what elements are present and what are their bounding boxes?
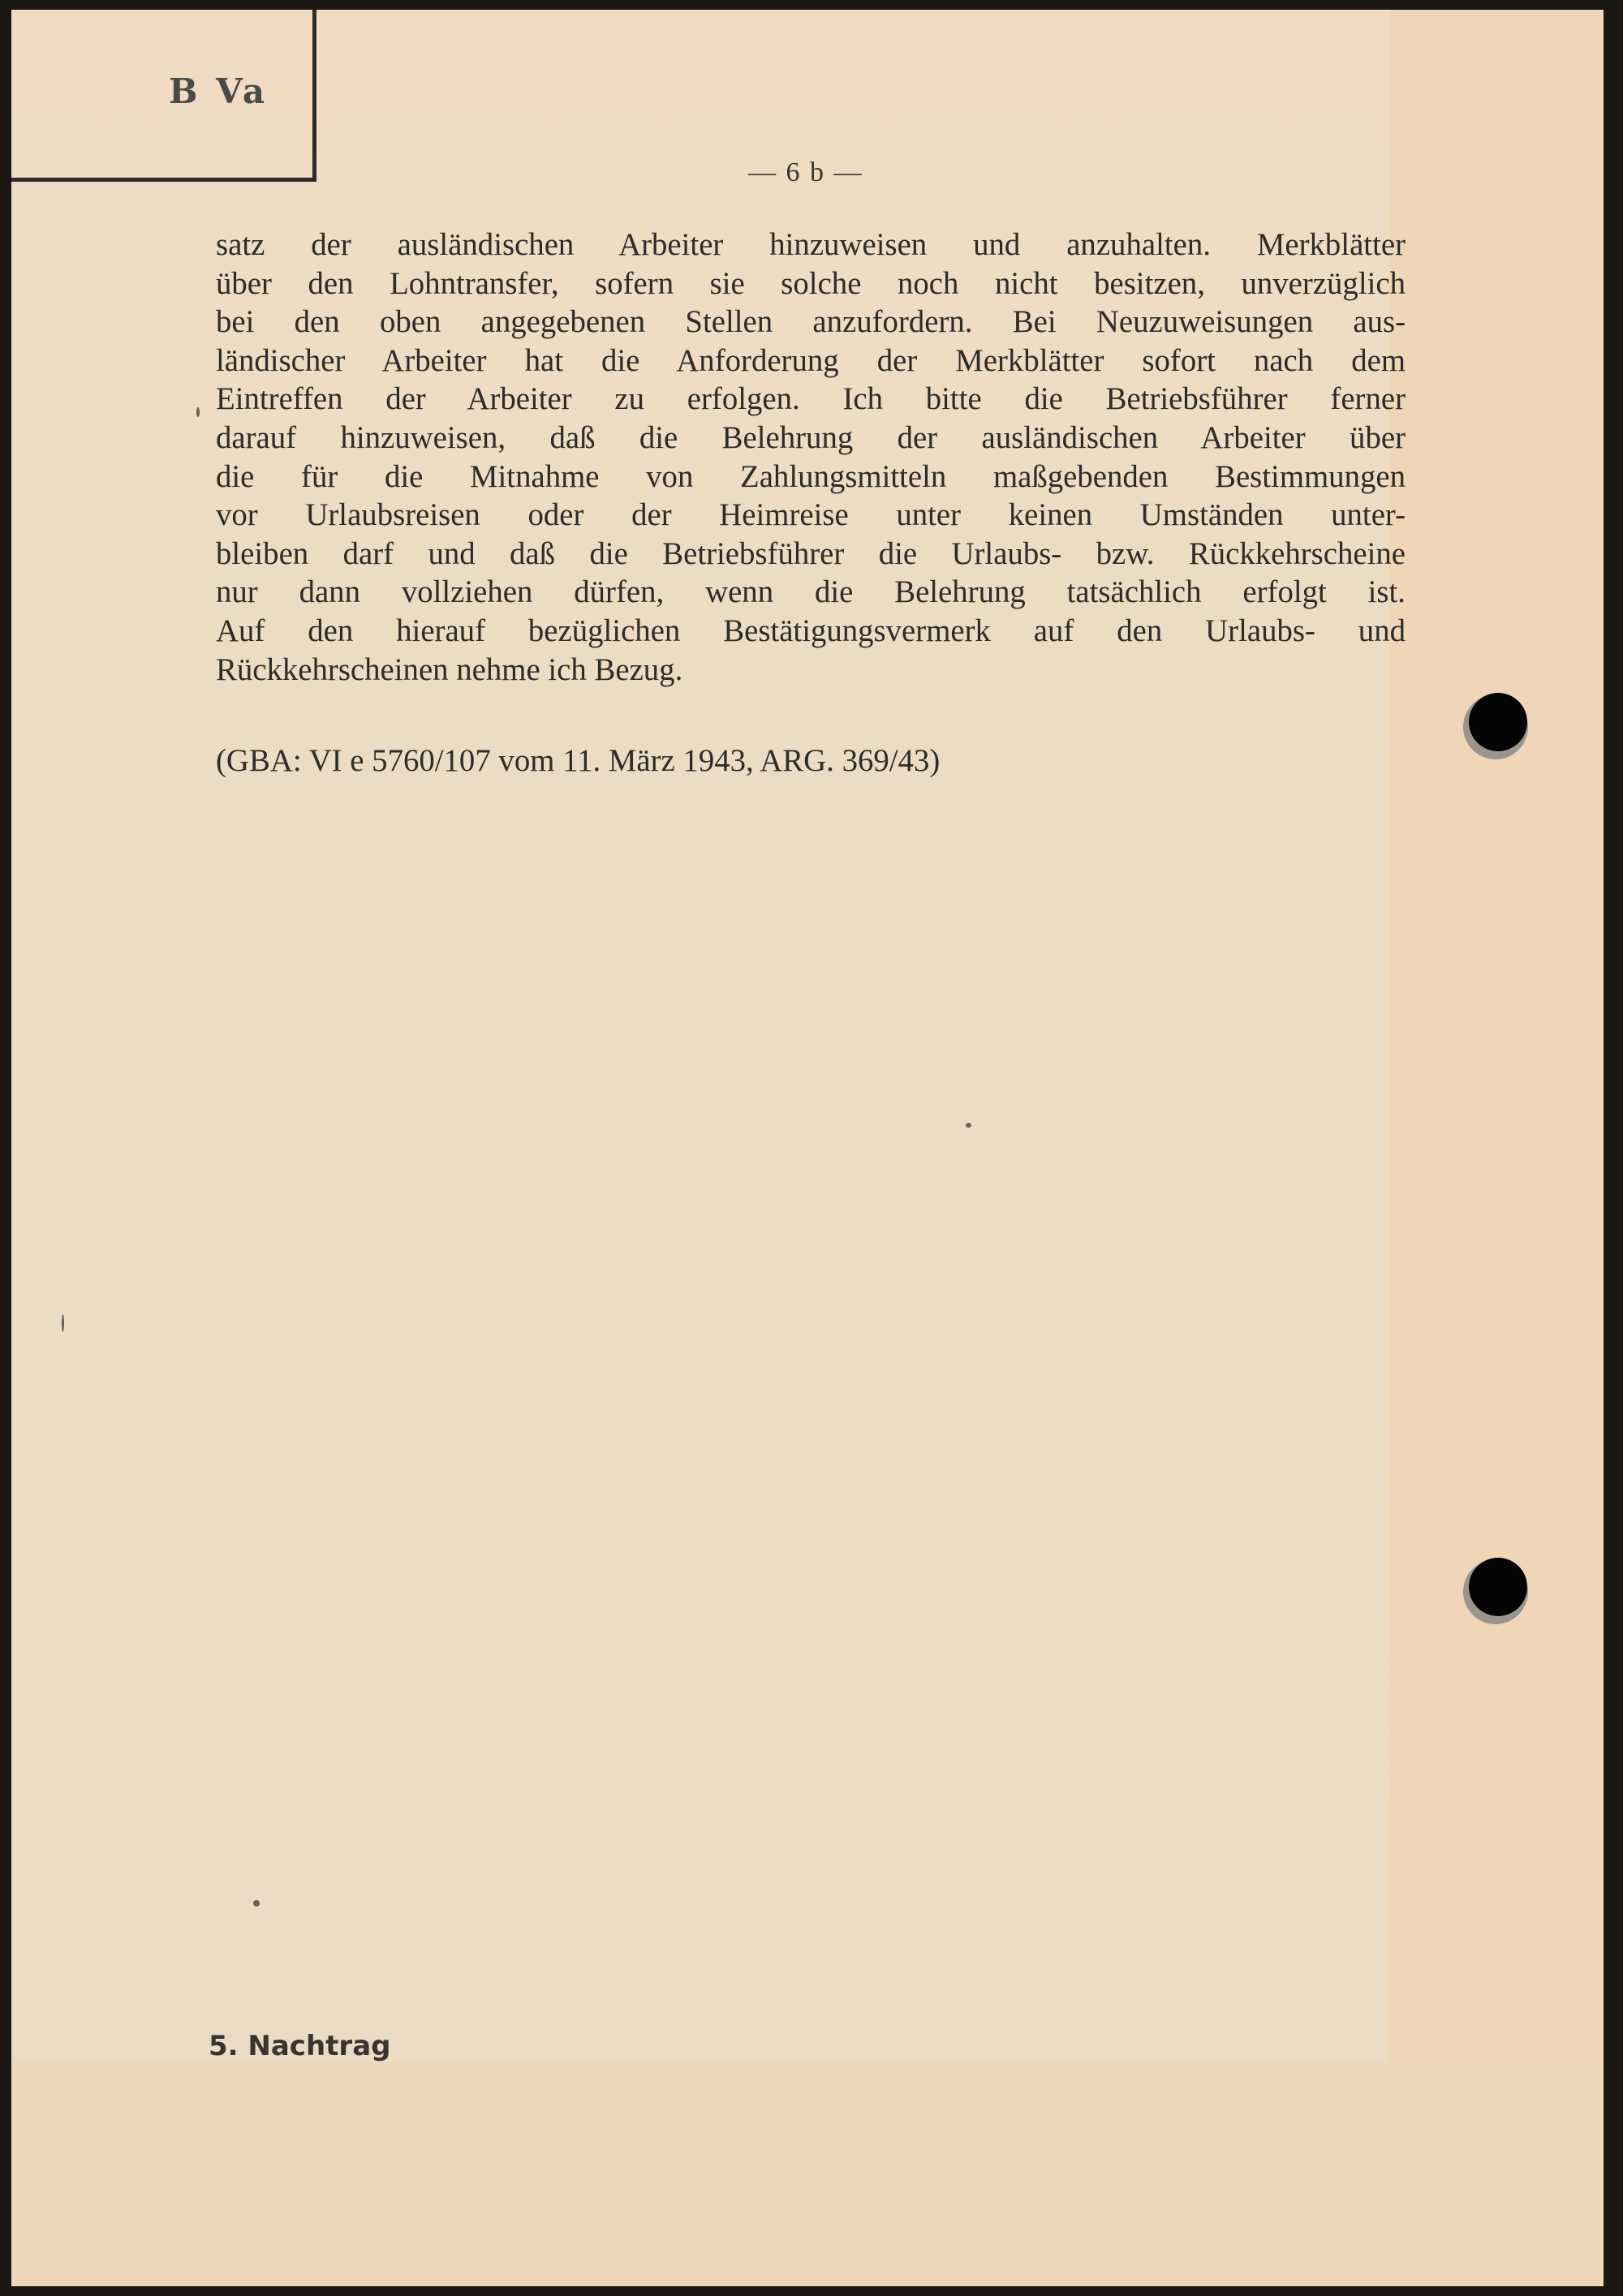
body-line-last: Rückkehrscheinen nehme ich Bezug. bbox=[216, 651, 683, 687]
body-line: ländischer Arbeiter hat die Anforderung der Merkblätter sofort nach dem bbox=[216, 342, 1406, 378]
paper-speck bbox=[196, 407, 200, 417]
punch-hole bbox=[1469, 1558, 1527, 1616]
body-line: satz der ausländischen Arbeiter hinzuweisen und anzuhalten. Merkblätter bbox=[216, 227, 1406, 262]
body-line: bei den oben angegebenen Stellen anzufordern. Bei Neuzuweisungen aus- bbox=[216, 304, 1406, 340]
body-line: Eintreffen der Arbeiter zu erfolgen. Ich bitte die Betriebsführer ferner bbox=[216, 381, 1406, 417]
page-number: — 6 b — bbox=[748, 157, 863, 187]
paper-edge-strip bbox=[1389, 10, 1604, 2286]
section-stamp-label: B Va bbox=[169, 71, 269, 111]
body-line: darauf hinzuweisen, daß die Belehrung der ausländischen Arbeiter über bbox=[216, 419, 1406, 455]
paper-speck bbox=[253, 1900, 260, 1907]
paper-speck bbox=[62, 1314, 64, 1332]
body-line: vor Urlaubsreisen oder der Heimreise unter keinen Umständen unter- bbox=[216, 497, 1406, 533]
body-line: über den Lohntransfer, sofern sie solche noch nicht besitzen, unverzüglich bbox=[216, 265, 1406, 301]
body-line: die für die Mitnahme von Zahlungsmitteln maßgebenden Bestimmungen bbox=[216, 458, 1406, 494]
paper-bottom-strip bbox=[11, 2062, 1604, 2286]
supplement-label: 5. Nachtrag bbox=[209, 2030, 391, 2062]
body-line: nur dann vollziehen dürfen, wenn die Belehrung tatsächlich erfolgt ist. bbox=[216, 574, 1406, 610]
section-stamp-box bbox=[11, 10, 316, 182]
body-line: bleiben darf und daß die Betriebsführer die Urlaubs- bzw. Rückkehrscheine bbox=[216, 535, 1406, 571]
document-page bbox=[11, 10, 1604, 2286]
body-line: Auf den hierauf bezüglichen Bestätigungsvermerk auf den Urlaubs- und bbox=[216, 613, 1406, 648]
body-paragraph bbox=[216, 226, 1406, 689]
legal-reference: (GBA: VI e 5760/107 vom 11. März 1943, ARG. 369/43) bbox=[216, 743, 941, 778]
paper-speck bbox=[966, 1123, 971, 1128]
punch-hole bbox=[1469, 693, 1527, 751]
